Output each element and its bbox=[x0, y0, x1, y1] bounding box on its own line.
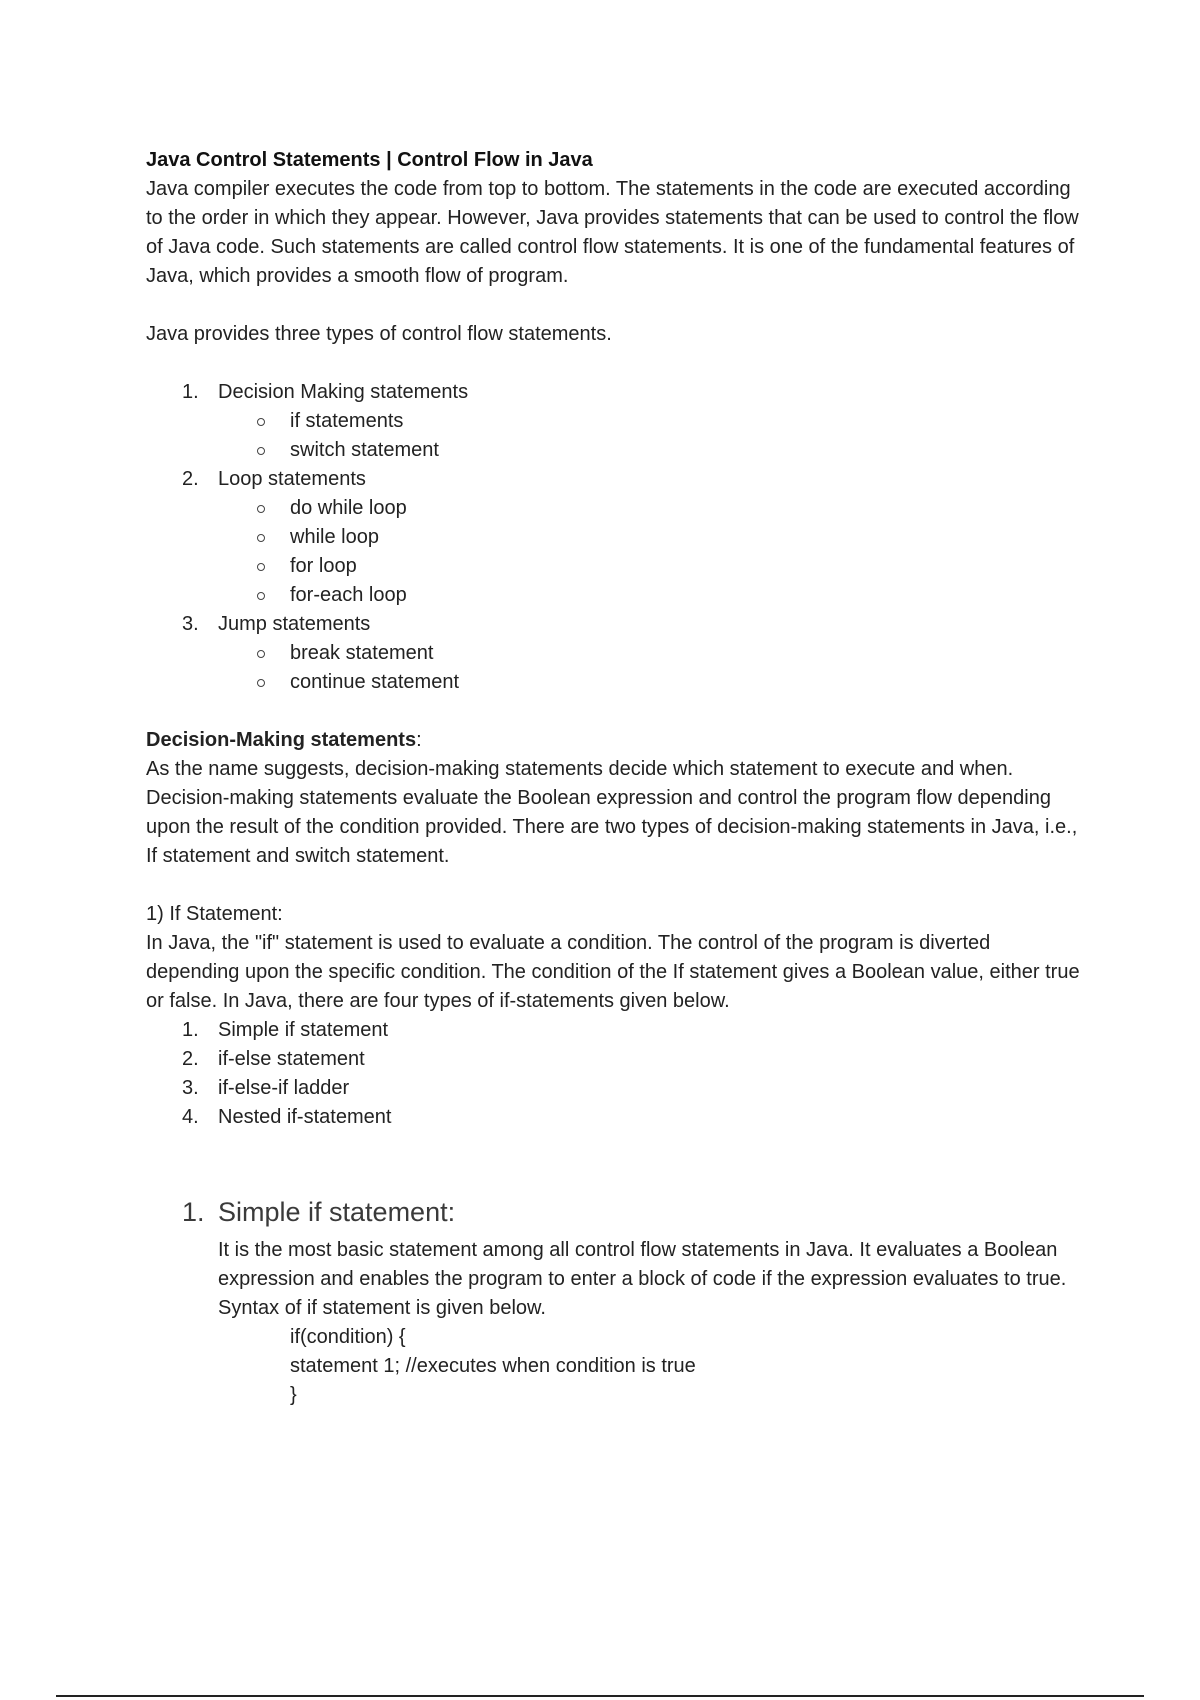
code-line: if(condition) { bbox=[290, 1326, 406, 1348]
control-flow-types-list bbox=[146, 378, 1086, 697]
list-item: do while loop bbox=[146, 494, 1086, 523]
if-paragraph: In Java, the "if" statement is used to evaluate a condition. The control of the program is diverted depending upon the specific condition. The condition of the If statement gives a Boolean value, either true or false. In Java, there are four types of if-statements given below. bbox=[146, 932, 1080, 1012]
list-item: while loop bbox=[146, 523, 1086, 552]
circle-bullet-icon bbox=[257, 505, 265, 513]
circle-bullet-icon bbox=[257, 534, 265, 542]
code-line: statement 1; //executes when condition is true bbox=[290, 1355, 696, 1377]
circle-bullet-icon bbox=[257, 592, 265, 600]
intro-paragraph: Java compiler executes the code from top to bottom. The statements in the code are executed according to the order in which they appear. However, Java provides statements that can be used to control the flow of Java code. Such statements are called control flow statements. It is one of the fundamental features of Java, which provides a smooth flow of program. bbox=[146, 178, 1079, 287]
syntax-intro: Syntax of if statement is given below. bbox=[218, 1297, 546, 1319]
circle-bullet-icon bbox=[257, 563, 265, 571]
document-page bbox=[146, 146, 1086, 1410]
circle-bullet-icon bbox=[257, 650, 265, 658]
list-item: for-each loop bbox=[146, 581, 1086, 610]
if-types-list bbox=[146, 1016, 1086, 1132]
page-bottom-rule bbox=[56, 1695, 1144, 1697]
list-item: for loop bbox=[146, 552, 1086, 581]
simple-if-paragraph: It is the most basic statement among all control flow statements in Java. It evaluates a Boolean expression and enables the program to enter a block of code if the expression evaluates to true. bbox=[218, 1239, 1067, 1290]
code-line: } bbox=[290, 1384, 297, 1406]
list-item: switch statement bbox=[146, 436, 1086, 465]
list-item: break statement bbox=[146, 639, 1086, 668]
circle-bullet-icon bbox=[257, 418, 265, 426]
list-item: 2. if-else statement bbox=[182, 1048, 365, 1070]
list-item: 3. Jump statements bbox=[182, 613, 371, 635]
decision-heading: Decision-Making statements bbox=[146, 729, 417, 751]
circle-bullet-icon bbox=[257, 679, 265, 687]
list-item: if statements bbox=[146, 407, 1086, 436]
simple-if-heading: 1. Simple if statement: bbox=[182, 1197, 456, 1227]
list-item: 2. Loop statements bbox=[182, 468, 366, 490]
circle-bullet-icon bbox=[257, 447, 265, 455]
list-item: continue statement bbox=[146, 668, 1086, 697]
list-item: 1. Decision Making statements bbox=[182, 381, 469, 403]
types-intro: Java provides three types of control flow statements. bbox=[146, 323, 612, 345]
decision-paragraph: As the name suggests, decision-making statements decide which statement to execute and when. Decision-making statements evaluate the Boolean expression and control the program flow depending upon the result of the condition provided. There are two types of decision-making statements in Java, i.e., If statement and switch statement. bbox=[146, 758, 1078, 867]
if-heading: 1) If Statement: bbox=[146, 903, 283, 925]
list-item: 4. Nested if-statement bbox=[182, 1106, 392, 1128]
list-item: 1. Simple if statement bbox=[182, 1019, 389, 1041]
list-item: 3. if-else-if ladder bbox=[182, 1077, 350, 1099]
decision-section: Decision-Making statements: bbox=[146, 729, 422, 751]
doc-title: Java Control Statements | Control Flow in Java bbox=[146, 149, 593, 171]
